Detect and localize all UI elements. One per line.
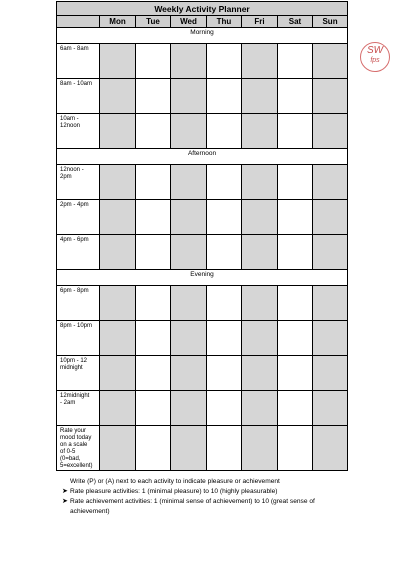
activity-cell[interactable] [242,200,278,235]
activity-cell[interactable] [171,44,207,79]
time-slot-text: 12midnight [60,393,90,399]
activity-cell[interactable] [278,235,313,270]
mood-label-text: (0=bad, [60,456,81,462]
day-header: Sun [313,16,348,28]
activity-cell[interactable] [278,79,313,114]
activity-cell[interactable] [171,79,207,114]
activity-cell[interactable] [136,286,171,321]
activity-cell[interactable] [100,79,136,114]
activity-cell[interactable] [242,235,278,270]
mood-label [57,426,100,471]
activity-cell[interactable] [207,391,242,426]
activity-cell[interactable] [100,235,136,270]
time-slot-label [57,356,100,391]
day-header: Mon [100,16,136,28]
mood-label-text: Rate your [60,428,87,434]
activity-cell[interactable] [207,79,242,114]
activity-cell[interactable] [207,114,242,149]
mood-label-text: 5=excellent) [60,463,93,469]
activity-cell[interactable] [242,356,278,391]
day-header: Sat [278,16,313,28]
time-slot-text: 2pm - 4pm [60,202,89,208]
mood-cell[interactable] [278,426,313,471]
mood-label-text: of 0-5 [60,449,76,455]
arrow-bullet-icon: ➤ [62,488,68,495]
activity-cell[interactable] [242,165,278,200]
activity-cell[interactable] [100,165,136,200]
time-slot-text: 6am - 8am [60,46,89,52]
activity-cell[interactable] [313,391,348,426]
activity-cell[interactable] [100,44,136,79]
time-slot-label [57,165,100,200]
activity-cell[interactable] [207,286,242,321]
activity-cell[interactable] [207,44,242,79]
time-slot-row [57,321,348,356]
activity-cell[interactable] [313,356,348,391]
note-1: Write (P) or (A) next to each activity to indicate pleasure or achievement [70,478,280,485]
mood-cell[interactable] [207,426,242,471]
activity-cell[interactable] [171,235,207,270]
time-slot-text: 2pm [60,174,72,180]
time-slot-row [57,44,348,79]
time-slot-row [57,114,348,149]
arrow-bullet-icon: ➤ [62,498,68,505]
instructions [62,477,362,517]
activity-cell[interactable] [242,44,278,79]
time-slot-label [57,235,100,270]
note-2-text: Rate pleasure activities: 1 (minimal pleasure) to 10 (highly pleasurable) [70,488,278,495]
time-slot-label [57,79,100,114]
activity-cell[interactable] [136,235,171,270]
time-slot-text: 6pm - 8pm [60,288,89,294]
time-slot-text: 12noon [60,123,81,129]
activity-cell[interactable] [313,44,348,79]
activity-cell[interactable] [171,165,207,200]
logo-bottom: fps [370,57,380,64]
time-slot-label [57,391,100,426]
section-label: Evening [57,270,348,286]
time-slot-row [57,165,348,200]
time-slot-label [57,200,100,235]
activity-cell[interactable] [313,321,348,356]
activity-cell[interactable] [278,165,313,200]
activity-cell[interactable] [242,79,278,114]
activity-cell[interactable] [278,286,313,321]
time-slot-text: 10pm - 12 [60,358,88,364]
time-slot-row [57,356,348,391]
time-slot-row [57,286,348,321]
day-header: Tue [136,16,171,28]
time-slot-label [57,114,100,149]
activity-cell[interactable] [207,165,242,200]
activity-cell[interactable] [207,200,242,235]
activity-cell[interactable] [278,200,313,235]
activity-cell[interactable] [171,391,207,426]
mood-cell[interactable] [171,426,207,471]
time-slot-text: 4pm - 6pm [60,237,89,243]
activity-cell[interactable] [100,114,136,149]
activity-cell[interactable] [278,391,313,426]
activity-cell[interactable] [278,356,313,391]
day-header: Thu [207,16,242,28]
activity-cell[interactable] [278,44,313,79]
activity-cell[interactable] [100,200,136,235]
time-slot-row [57,79,348,114]
mood-cell[interactable] [242,426,278,471]
activity-cell[interactable] [136,79,171,114]
time-slot-row [57,391,348,426]
activity-cell[interactable] [136,391,171,426]
logo-top: SW [366,45,384,56]
section-label: Afternoon [57,149,348,165]
section-row [57,149,348,165]
note-3-text: Rate achievement activities: 1 (minimal sense of achievement) to 10 (great sense of [70,498,315,505]
time-slot-text: 8pm - 10pm [60,323,93,329]
section-row [57,28,348,44]
time-slot-label [57,321,100,356]
mood-label-text: on a scale [60,442,88,448]
time-slot-label [57,44,100,79]
mood-row [57,426,348,471]
activity-cell[interactable] [136,44,171,79]
activity-cell[interactable] [171,200,207,235]
page-title: Weekly Activity Planner [57,2,348,16]
mood-cell[interactable] [136,426,171,471]
activity-cell[interactable] [100,391,136,426]
activity-cell[interactable] [313,165,348,200]
mood-cell[interactable] [313,426,348,471]
activity-cell[interactable] [100,286,136,321]
section-label: Morning [57,28,348,44]
activity-cell[interactable] [136,114,171,149]
time-slot-label [57,286,100,321]
activity-cell[interactable] [207,321,242,356]
note-2 [62,487,362,497]
time-slot-text: 8am - 10am [60,81,93,87]
time-slot-text: midnight [60,365,83,371]
note-3-continued: achievement) [70,508,110,515]
activity-cell[interactable] [313,235,348,270]
activity-cell[interactable] [207,356,242,391]
activity-cell[interactable] [207,235,242,270]
time-slot-row [57,235,348,270]
activity-cell[interactable] [136,165,171,200]
corner-cell [57,16,100,28]
time-slot-text: 12noon - [60,167,84,173]
day-header: Fri [242,16,278,28]
activity-cell[interactable] [313,79,348,114]
activity-cell[interactable] [242,114,278,149]
note-3 [62,497,362,507]
activity-cell[interactable] [242,286,278,321]
activity-cell[interactable] [171,286,207,321]
activity-cell[interactable] [100,321,136,356]
mood-label-text: mood today [60,435,92,441]
activity-cell[interactable] [242,391,278,426]
section-row [57,270,348,286]
activity-cell[interactable] [171,114,207,149]
activity-cell[interactable] [242,321,278,356]
logo [360,42,390,72]
activity-cell[interactable] [136,321,171,356]
activity-cell[interactable] [171,321,207,356]
activity-cell[interactable] [100,356,136,391]
time-slot-text: - 2am [60,400,76,406]
time-slot-row [57,200,348,235]
activity-cell[interactable] [136,356,171,391]
time-slot-text: 10am - [60,116,79,122]
mood-cell[interactable] [100,426,136,471]
activity-cell[interactable] [171,356,207,391]
activity-cell[interactable] [313,200,348,235]
activity-cell[interactable] [313,114,348,149]
activity-cell[interactable] [313,286,348,321]
activity-planner-table [56,1,348,471]
day-header: Wed [171,16,207,28]
activity-cell[interactable] [278,114,313,149]
activity-cell[interactable] [136,200,171,235]
activity-cell[interactable] [278,321,313,356]
